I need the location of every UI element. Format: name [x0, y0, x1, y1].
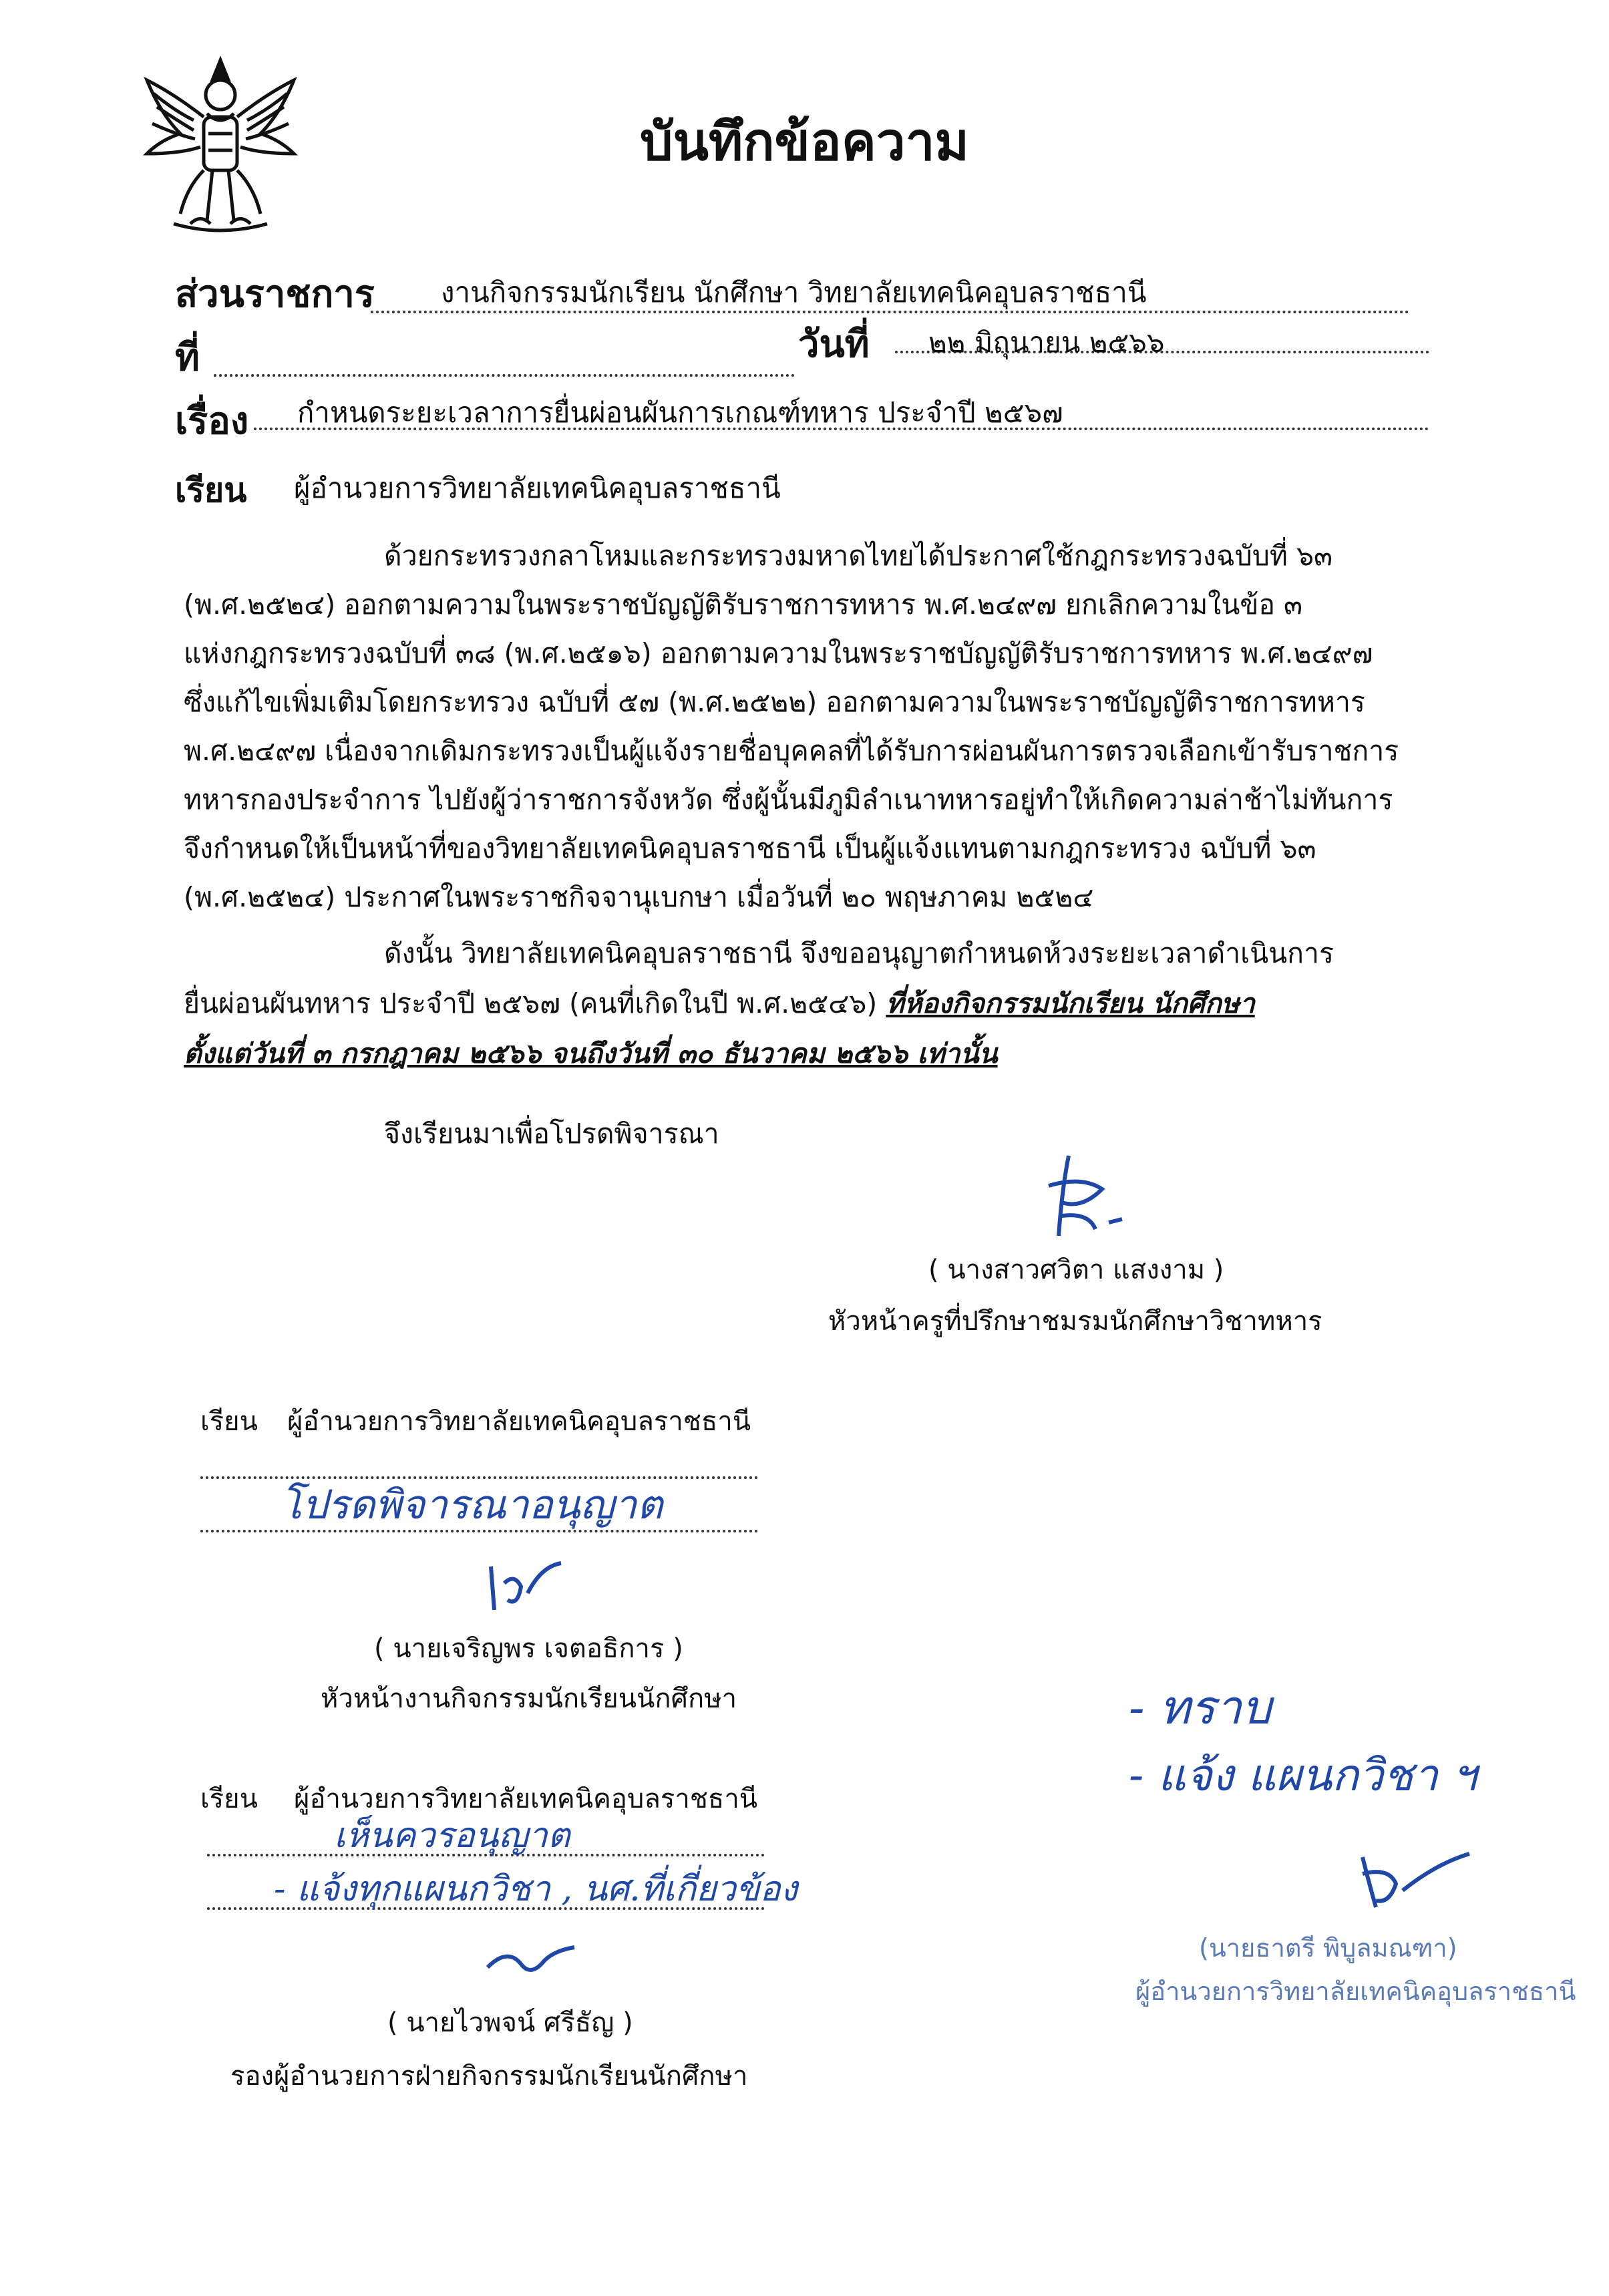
signature-icon	[481, 1934, 581, 1994]
director-position: ผู้อำนวยการวิทยาลัยเทคนิคอุบลราชธานี	[1135, 1977, 1576, 2006]
signature-icon	[1349, 1844, 1483, 1917]
endorse1-name: ( นายเจริญพร เจตอธิการ )	[374, 1633, 683, 1664]
to-label: เรียน	[175, 471, 247, 510]
signature-icon	[1022, 1149, 1142, 1249]
body-line: จึงกำหนดให้เป็นหน้าที่ของวิทยาลัยเทคนิคอุบลราชธานี เป็นผู้แจ้งแทนตามกฎกระทรวง ฉบับที่ ๖๓	[184, 832, 1316, 864]
endorse1-to-value: ผู้อำนวยการวิทยาลัยเทคนิคอุบลราชธานี	[287, 1406, 751, 1437]
endorse2-to-value: ผู้อำนวยการวิทยาลัยเทคนิคอุบลราชธานี	[294, 1784, 758, 1814]
ref-label: ที่	[175, 336, 200, 379]
signer1-position: หัวหน้าครูที่ปรึกษาชมรมนักศึกษาวิชาทหาร	[828, 1306, 1322, 1337]
director-handwritten-note: - แจ้ง แผนกวิชา ฯ	[1129, 1750, 1477, 1801]
endorse2-handwritten-note: - แจ้งทุกแผนกวิชา , นศ.ที่เกี่ยวข้อง	[274, 1869, 797, 1909]
department-label: ส่วนราชการ	[175, 273, 375, 316]
signature-icon	[481, 1553, 574, 1620]
endorse1-handwritten-note: โปรดพิจารณาอนุญาต	[281, 1482, 663, 1528]
endorse2-name: ( นายไวพจน์ ศรีธัญ )	[387, 2007, 633, 2038]
endorse2-handwritten-note: เห็นควรอนุญาต	[334, 1816, 570, 1856]
date-label: วันที่	[798, 323, 870, 366]
subject-value: กำหนดระยะเวลาการยื่นผ่อนผันการเกณฑ์ทหาร ประจำปี ๒๕๖๗	[297, 396, 1063, 429]
body-text-emphasis: ตั้งแต่วันที่ ๓ กรกฎาคม ๒๕๖๖ จนถึงวันที่ ๓๐ ธันวาคม ๒๕๖๖ เท่านั้น	[184, 1037, 998, 1070]
closing-line: จึงเรียนมาเพื่อโปรดพิจารณา	[384, 1118, 719, 1150]
dotted-line	[214, 374, 795, 377]
body-line: แห่งกฎกระทรวงฉบับที่ ๓๘ (พ.ศ.๒๕๑๖) ออกตามความในพระราชบัญญัติรับราชการทหาร พ.ศ.๒๔๙๗	[184, 637, 1373, 669]
date-value: ๒๒ มิถุนายน ๒๕๖๖	[928, 326, 1165, 359]
body-text-emphasis: ที่ห้องกิจกรรมนักเรียน นักศึกษา	[886, 987, 1255, 1019]
to-value: ผู้อำนวยการวิทยาลัยเทคนิคอุบลราชธานี	[294, 472, 781, 504]
body-line: พ.ศ.๒๔๙๗ เนื่องจากเดิมกระทรวงเป็นผู้แจ้งรายชื่อบุคคลที่ได้รับการผ่อนผันการตรวจเลือกเข้ารับราชการ	[184, 735, 1399, 767]
body-line: (พ.ศ.๒๕๒๔) ออกตามความในพระราชบัญญัติรับราชการทหาร พ.ศ.๒๔๙๗ ยกเลิกความในข้อ ๓	[184, 589, 1303, 621]
body-line: ด้วยกระทรวงกลาโหมและกระทรวงมหาดไทยได้ประกาศใช้กฎกระทรวงฉบับที่ ๖๓	[384, 540, 1333, 572]
body-line-mixed	[184, 982, 1255, 1025]
body-line: ดังนั้น วิทยาลัยเทคนิคอุบลราชธานี จึงขออนุญาตกำหนดห้วงระยะเวลาดำเนินการ	[384, 937, 1334, 969]
body-line: ทหารกองประจำการ ไปยังผู้ว่าราชการจังหวัด ซึ่งผู้นั้นมีภูมิลำเนาทหารอยู่ทำให้เกิดความล่าช้าไม่ทันการ	[184, 784, 1393, 816]
endorse1-to-label: เรียน	[200, 1406, 258, 1437]
director-handwritten-note: - ทราบ	[1129, 1680, 1272, 1735]
department-value: งานกิจกรรมนักเรียน นักศึกษา วิทยาลัยเทคนิคอุบลราชธานี	[441, 276, 1147, 309]
director-name: (นายธาตรี พิบูลมณฑา)	[1199, 1933, 1457, 1963]
signer1-name: ( นางสาวศวิตา แสงงาม )	[928, 1255, 1224, 1285]
body-line: (พ.ศ.๒๕๒๔) ประกาศในพระราชกิจจานุเบกษา เมื่อวันที่ ๒๐ พฤษภาคม ๒๕๒๔	[184, 881, 1094, 913]
subject-label: เรื่อง	[175, 399, 249, 443]
endorse1-position: หัวหน้างานกิจกรรมนักเรียนนักศึกษา	[321, 1683, 737, 1714]
endorse2-position: รองผู้อำนวยการฝ่ายกิจกรรมนักเรียนนักศึกษา	[230, 2061, 748, 2092]
endorse2-to-label: เรียน	[200, 1784, 258, 1814]
body-text-normal: ยื่นผ่อนผันทหาร ประจำปี ๒๕๖๗ (คนที่เกิดในปี พ.ศ.๒๕๔๖)	[184, 987, 886, 1019]
body-line: ซึ่งแก้ไขเพิ่มเติมโดยกระทรวง ฉบับที่ ๕๗ (พ.ศ.๒๕๒๒) ออกตามความในพระราชบัญญัติราชการทหาร	[184, 686, 1365, 718]
memo-title: บันทึกข้อความ	[640, 112, 969, 172]
